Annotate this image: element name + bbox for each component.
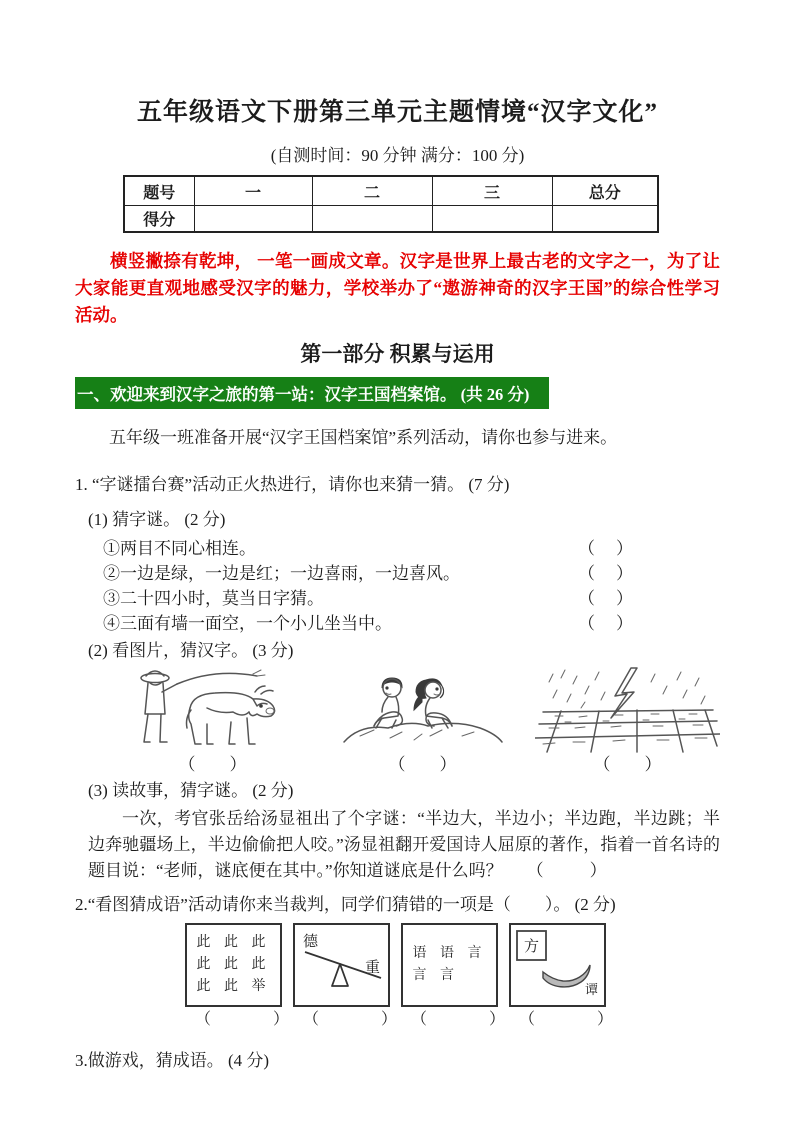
square-moon-drawing — [511, 926, 604, 1004]
square-moon-puzzle-box — [509, 923, 606, 1007]
idiom-puzzle-item — [401, 923, 516, 1031]
question-1-3-stem: (3) 读故事，猜字谜。 (2 分) — [88, 781, 294, 800]
seesaw-drawing — [295, 926, 388, 1004]
riddle-item — [103, 561, 635, 586]
puzzle-text-line: 此 此 此 — [196, 957, 271, 972]
question-2-stem: 2.“看图猜成语”活动请你来当裁判，同学们猜错的一项是（ ）。 (2 分) — [75, 895, 616, 914]
score-table-header-cell: 题号 — [124, 176, 194, 206]
crescent-moon-shape — [543, 965, 590, 987]
score-cell-empty — [552, 206, 658, 233]
riddle-item — [103, 586, 635, 611]
score-table-header-row — [124, 176, 658, 206]
intro-red-note: 横竖撇捺有乾坤， 一笔一画成文章。汉字是世界上最古老的文字之一，为了让大家能更直观地感受汉字的魅力，学校举办了“遨游神奇的汉字王国”的综合性学习活动。 — [75, 251, 720, 325]
answer-blank: （ ） — [519, 1011, 624, 1028]
question-3-stem: 3.做游戏，猜成语。 (4 分) — [75, 1051, 270, 1070]
section1-lead-text: 五年级一班准备开展“汉字王国档案馆”系列活动，请你也参与进来。 — [109, 428, 618, 447]
riddle-item — [103, 536, 635, 561]
rain-lightning-over-fields-drawing — [535, 666, 720, 754]
section1-banner: 一、欢迎来到汉字之旅的第一站：汉字王国档案馆。 (共 26 分) — [75, 377, 549, 409]
score-cell-empty — [194, 206, 312, 233]
answer-blank: （ ） — [178, 755, 247, 774]
test-info-line: (自测时间：90 分钟 满分：100 分) — [270, 146, 525, 165]
score-table-header-cell: 二 — [312, 176, 432, 206]
puzzle-text-line: 言 言 — [412, 968, 459, 983]
score-row-label: 得分 — [124, 206, 194, 233]
riddle-list — [103, 536, 720, 636]
score-cell-empty — [312, 206, 432, 233]
answer-blank: （ ） — [593, 755, 662, 774]
question-1-stem: 1. “字谜擂台赛”活动正火热进行，请你也来猜一猜。 (7 分) — [75, 475, 510, 494]
seesaw-high-label: 德 — [303, 934, 319, 950]
answer-blank: （ ） — [578, 589, 635, 608]
riddle-text: ④三面有墙一面空，一个小儿坐当中。 — [103, 614, 392, 633]
score-table — [123, 175, 659, 233]
moon-label: 谭 — [585, 982, 599, 997]
answer-blank: （ ） — [388, 755, 457, 774]
ci-grid-puzzle-box — [185, 923, 282, 1007]
seesaw-puzzle-box — [293, 923, 390, 1007]
puzzle-text-line: 语 语 言 — [412, 946, 487, 961]
picture-riddle-item — [330, 666, 515, 776]
score-table-header-cell: 一 — [194, 176, 312, 206]
answer-blank: （ ） — [526, 861, 611, 880]
score-cell-empty — [432, 206, 552, 233]
answer-blank: （ ） — [578, 564, 635, 583]
herder-whipping-ox-drawing — [115, 666, 310, 754]
picture-riddle-row — [75, 666, 720, 776]
idiom-puzzle-item — [293, 923, 408, 1031]
answer-blank: （ ） — [195, 1011, 300, 1028]
page-title: 五年级语文下册第三单元主题情境“汉字文化” — [136, 99, 658, 126]
riddle-text: ①两目不同心相连。 — [103, 539, 256, 558]
idiom-puzzle-row — [185, 923, 720, 1031]
idiom-puzzle-item — [185, 923, 300, 1031]
picture-riddle-item — [115, 666, 310, 776]
score-table-score-row — [124, 206, 658, 233]
puzzle-text-line: 此 此 举 — [196, 979, 271, 994]
riddle-text: ②一边是绿，一边是红；一边喜雨，一边喜风。 — [103, 564, 460, 583]
story-paragraph — [88, 806, 720, 884]
answer-blank: （ ） — [303, 1011, 408, 1028]
answer-blank: （ ） — [411, 1011, 516, 1028]
question-1-2-stem: (2) 看图片，猜汉字。 (3 分) — [88, 641, 294, 660]
answer-blank: （ ） — [578, 614, 635, 633]
picture-riddle-item — [535, 666, 720, 776]
question-1-1-stem: (1) 猜字谜。 (2 分) — [88, 510, 226, 529]
story-text: 一次，考官张岳给汤显祖出了个字谜：“半边大，半边小；半边跑，半边跳；半边奔驰疆场上，半边偷偷把人咬。”汤显祖翻开爱国诗人屈原的著作，指着一首名诗的题目说：“老师，谜底便在其中。”你知道谜底是什么吗？ — [88, 809, 720, 880]
answer-blank: （ ） — [578, 539, 635, 558]
riddle-item — [103, 611, 635, 636]
idiom-puzzle-item — [509, 923, 624, 1031]
riddle-text: ③二十四小时，莫当日字猜。 — [103, 589, 324, 608]
score-table-header-cell: 三 — [432, 176, 552, 206]
part1-heading: 第一部分 积累与运用 — [300, 342, 495, 366]
puzzle-text-line: 此 此 此 — [196, 935, 271, 950]
seesaw-low-label: 重 — [365, 960, 381, 976]
score-table-header-cell: 总分 — [552, 176, 658, 206]
boy-girl-back-to-back-on-rock-drawing — [330, 666, 515, 754]
yan-grid-puzzle-box — [401, 923, 498, 1007]
square-label: 方 — [523, 939, 540, 955]
